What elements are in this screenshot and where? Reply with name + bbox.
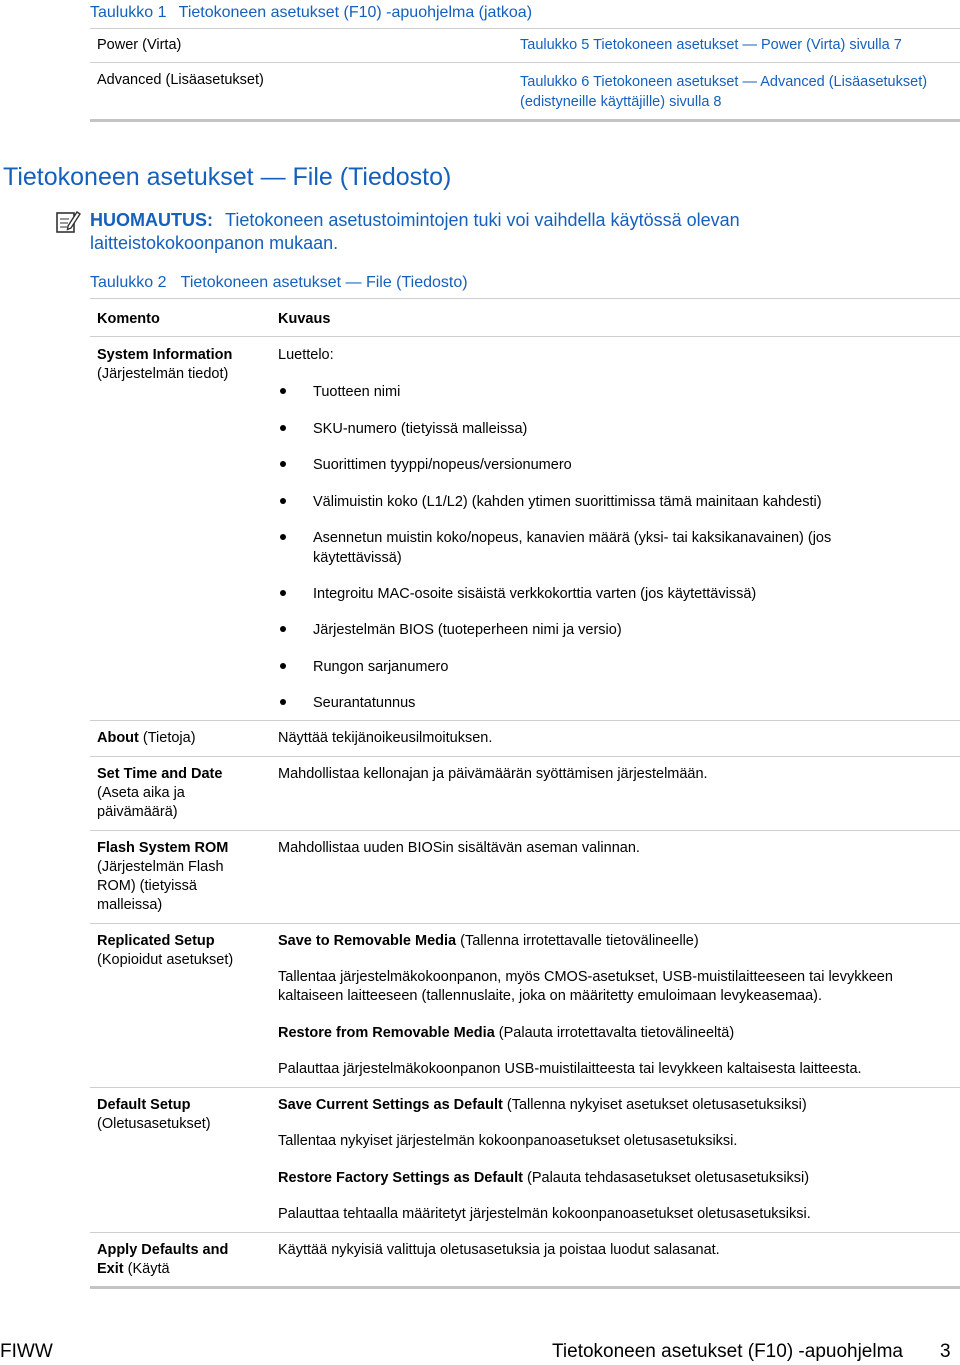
- table2-header-rule: [90, 336, 960, 337]
- table1-row-power-label: Power (Virta): [97, 37, 182, 53]
- bullet-icon: [280, 425, 286, 431]
- save-current-settings-description: Tallentaa nykyiset järjestelmän kokoonpanoasetukset oletusasetuksiksi.: [278, 1133, 738, 1149]
- list-item: Rungon sarjanumero: [313, 659, 449, 675]
- restore-from-removable-media-description: Palauttaa järjestelmäkokoonpanon USB-muistilaitteesta tai levykkeen kaltaisesta laitteesta.: [278, 1061, 862, 1077]
- cmd-set-time-date: [97, 765, 257, 822]
- table1-bottom-rule: [90, 119, 960, 122]
- cmd-flash-system-rom-translation: (Järjestelmän Flash ROM) (tietyissä malleissa): [97, 859, 224, 913]
- restore-factory-settings-translation: (Palauta tehdasasetukset oletusasetuksiksi): [527, 1170, 810, 1186]
- cmd-replicated-setup-name: Replicated Setup: [97, 933, 215, 949]
- save-current-settings-name: Save Current Settings as Default: [278, 1097, 503, 1113]
- table2-caption: [90, 274, 468, 292]
- table2-header-description: Kuvaus: [278, 311, 331, 327]
- cmd-set-time-date-name: Set Time and Date: [97, 766, 223, 782]
- cmd-system-information-name: System Information: [97, 347, 233, 363]
- section-heading: Tietokoneen asetukset — File (Tiedosto): [3, 163, 452, 191]
- bullet-icon: [280, 534, 286, 540]
- restore-from-removable-media-heading: [278, 1024, 948, 1043]
- bullet-icon: [280, 388, 286, 394]
- flash-system-rom-description: Mahdollistaa uuden BIOSin sisältävän aseman valinnan.: [278, 840, 640, 856]
- bullet-icon: [280, 461, 286, 467]
- table2-bottom-rule: [90, 1286, 960, 1289]
- cmd-flash-system-rom-name: Flash System ROM: [97, 840, 229, 856]
- row-divider: [90, 720, 960, 721]
- cmd-replicated-setup: [97, 932, 257, 970]
- about-description: Näyttää tekijänoikeusilmoituksen.: [278, 730, 493, 746]
- cmd-about: [97, 729, 257, 748]
- bullet-icon: [280, 663, 286, 669]
- cmd-apply-defaults-exit-name: Apply Defaults and Exit: [97, 1242, 229, 1277]
- cmd-system-information: [97, 346, 257, 384]
- row-divider: [90, 923, 960, 924]
- restore-factory-settings-heading: [278, 1169, 948, 1188]
- bullet-icon: [280, 498, 286, 504]
- list-item: Suorittimen tyyppi/nopeus/versionumero: [313, 457, 572, 473]
- save-to-removable-media-description: Tallentaa järjestelmäkokoonpanon, myös CMOS-asetukset, USB-muistilaitteeseen tai levykkeen kaltaiseen laitteeseen (tallennuslaite, joka on määritetty emuloimaan levykeasemaa).: [278, 969, 893, 1004]
- apply-defaults-exit-description: Käyttää nykyisiä valittuja oletusasetuksia ja poistaa luodut salasanat.: [278, 1242, 720, 1258]
- note-pencil-icon: [55, 209, 81, 235]
- note: [90, 209, 850, 255]
- bullet-icon: [280, 590, 286, 596]
- save-current-settings-translation: (Tallenna nykyiset asetukset oletusasetuksiksi): [506, 1097, 807, 1113]
- row-divider: [90, 830, 960, 831]
- table1-row-divider: [90, 62, 960, 63]
- save-current-settings-heading: [278, 1096, 948, 1115]
- table2-top-rule: [90, 298, 960, 299]
- cmd-apply-defaults-exit: [97, 1241, 247, 1279]
- table2-header-command: Komento: [97, 311, 160, 327]
- list-item: Asennetun muistin koko/nopeus, kanavien määrä (yksi- tai kaksikanavainen) (jos käytettävissä): [313, 530, 832, 566]
- bullet-icon: [280, 699, 286, 705]
- cmd-default-setup: [97, 1096, 257, 1134]
- list-item: Seurantatunnus: [313, 695, 416, 711]
- restore-from-removable-media-name: Restore from Removable Media: [278, 1025, 495, 1041]
- restore-factory-settings-description: Palauttaa tehtaalla määritetyt järjestelmän kokoonpanoasetukset oletusasetuksiksi.: [278, 1206, 811, 1222]
- table1-row-advanced-link[interactable]: Taulukko 6 Tietokoneen asetukset — Advanced (Lisäasetukset) (edistyneille käyttäjille) sivulla 8: [520, 74, 928, 110]
- table2-number: Taulukko 2: [90, 274, 167, 291]
- note-text: Tietokoneen asetustoimintojen tuki voi vaihdella käytössä olevan laitteistokokoonpanon mukaan.: [90, 210, 740, 253]
- save-to-removable-media-heading: [278, 932, 948, 951]
- cmd-replicated-setup-translation: (Kopioidut asetukset): [97, 952, 234, 968]
- table1-row-power-link[interactable]: Taulukko 5 Tietokoneen asetukset — Power (Virta) sivulla 7: [520, 37, 902, 53]
- table1-caption: [90, 4, 532, 22]
- cmd-flash-system-rom: [97, 839, 247, 915]
- table2-title: Tietokoneen asetukset — File (Tiedosto): [180, 274, 468, 291]
- cmd-system-information-translation: (Järjestelmän tiedot): [97, 366, 229, 382]
- restore-from-removable-media-translation: (Palauta irrotettavalta tietovälineeltä): [498, 1025, 735, 1041]
- bullet-icon: [280, 626, 286, 632]
- table1-number: Taulukko 1: [90, 4, 167, 21]
- note-label: HUOMAUTUS:: [90, 210, 213, 230]
- set-time-date-description: Mahdollistaa kellonajan ja päivämäärän syöttämisen järjestelmään.: [278, 766, 708, 782]
- table1-top-rule: [90, 28, 960, 29]
- table1-title: Tietokoneen asetukset (F10) -apuohjelma (jatkoa): [178, 4, 533, 21]
- page-number: 3: [940, 1341, 951, 1362]
- list-item: Tuotteen nimi: [313, 384, 401, 400]
- cmd-default-setup-name: Default Setup: [97, 1097, 191, 1113]
- system-information-intro: Luettelo:: [278, 347, 334, 363]
- list-item: Välimuistin koko (L1/L2) (kahden ytimen suorittimissa tämä mainitaan kahdesti): [313, 494, 822, 510]
- cmd-about-name: About: [97, 730, 139, 746]
- cmd-about-translation: (Tietoja): [142, 730, 196, 746]
- row-divider: [90, 1087, 960, 1088]
- cmd-set-time-date-translation: (Aseta aika ja päivämäärä): [97, 785, 185, 820]
- list-item: Integroitu MAC-osoite sisäistä verkkokorttia varten (jos käytettävissä): [313, 586, 757, 602]
- save-to-removable-media-name: Save to Removable Media: [278, 933, 457, 949]
- list-item: SKU-numero (tietyissä malleissa): [313, 421, 528, 437]
- footer-left: FIWW: [0, 1341, 53, 1362]
- footer-title: Tietokoneen asetukset (F10) -apuohjelma: [552, 1341, 903, 1362]
- row-divider: [90, 756, 960, 757]
- save-to-removable-media-translation: (Tallenna irrotettavalle tietovälineelle): [460, 933, 699, 949]
- restore-factory-settings-name: Restore Factory Settings as Default: [278, 1170, 523, 1186]
- cmd-apply-defaults-exit-translation: (Käytä: [127, 1261, 170, 1277]
- row-divider: [90, 1232, 960, 1233]
- list-item: Järjestelmän BIOS (tuoteperheen nimi ja versio): [313, 622, 622, 638]
- table1-row-advanced-label: Advanced (Lisäasetukset): [97, 72, 264, 88]
- cmd-default-setup-translation: (Oletusasetukset): [97, 1116, 211, 1132]
